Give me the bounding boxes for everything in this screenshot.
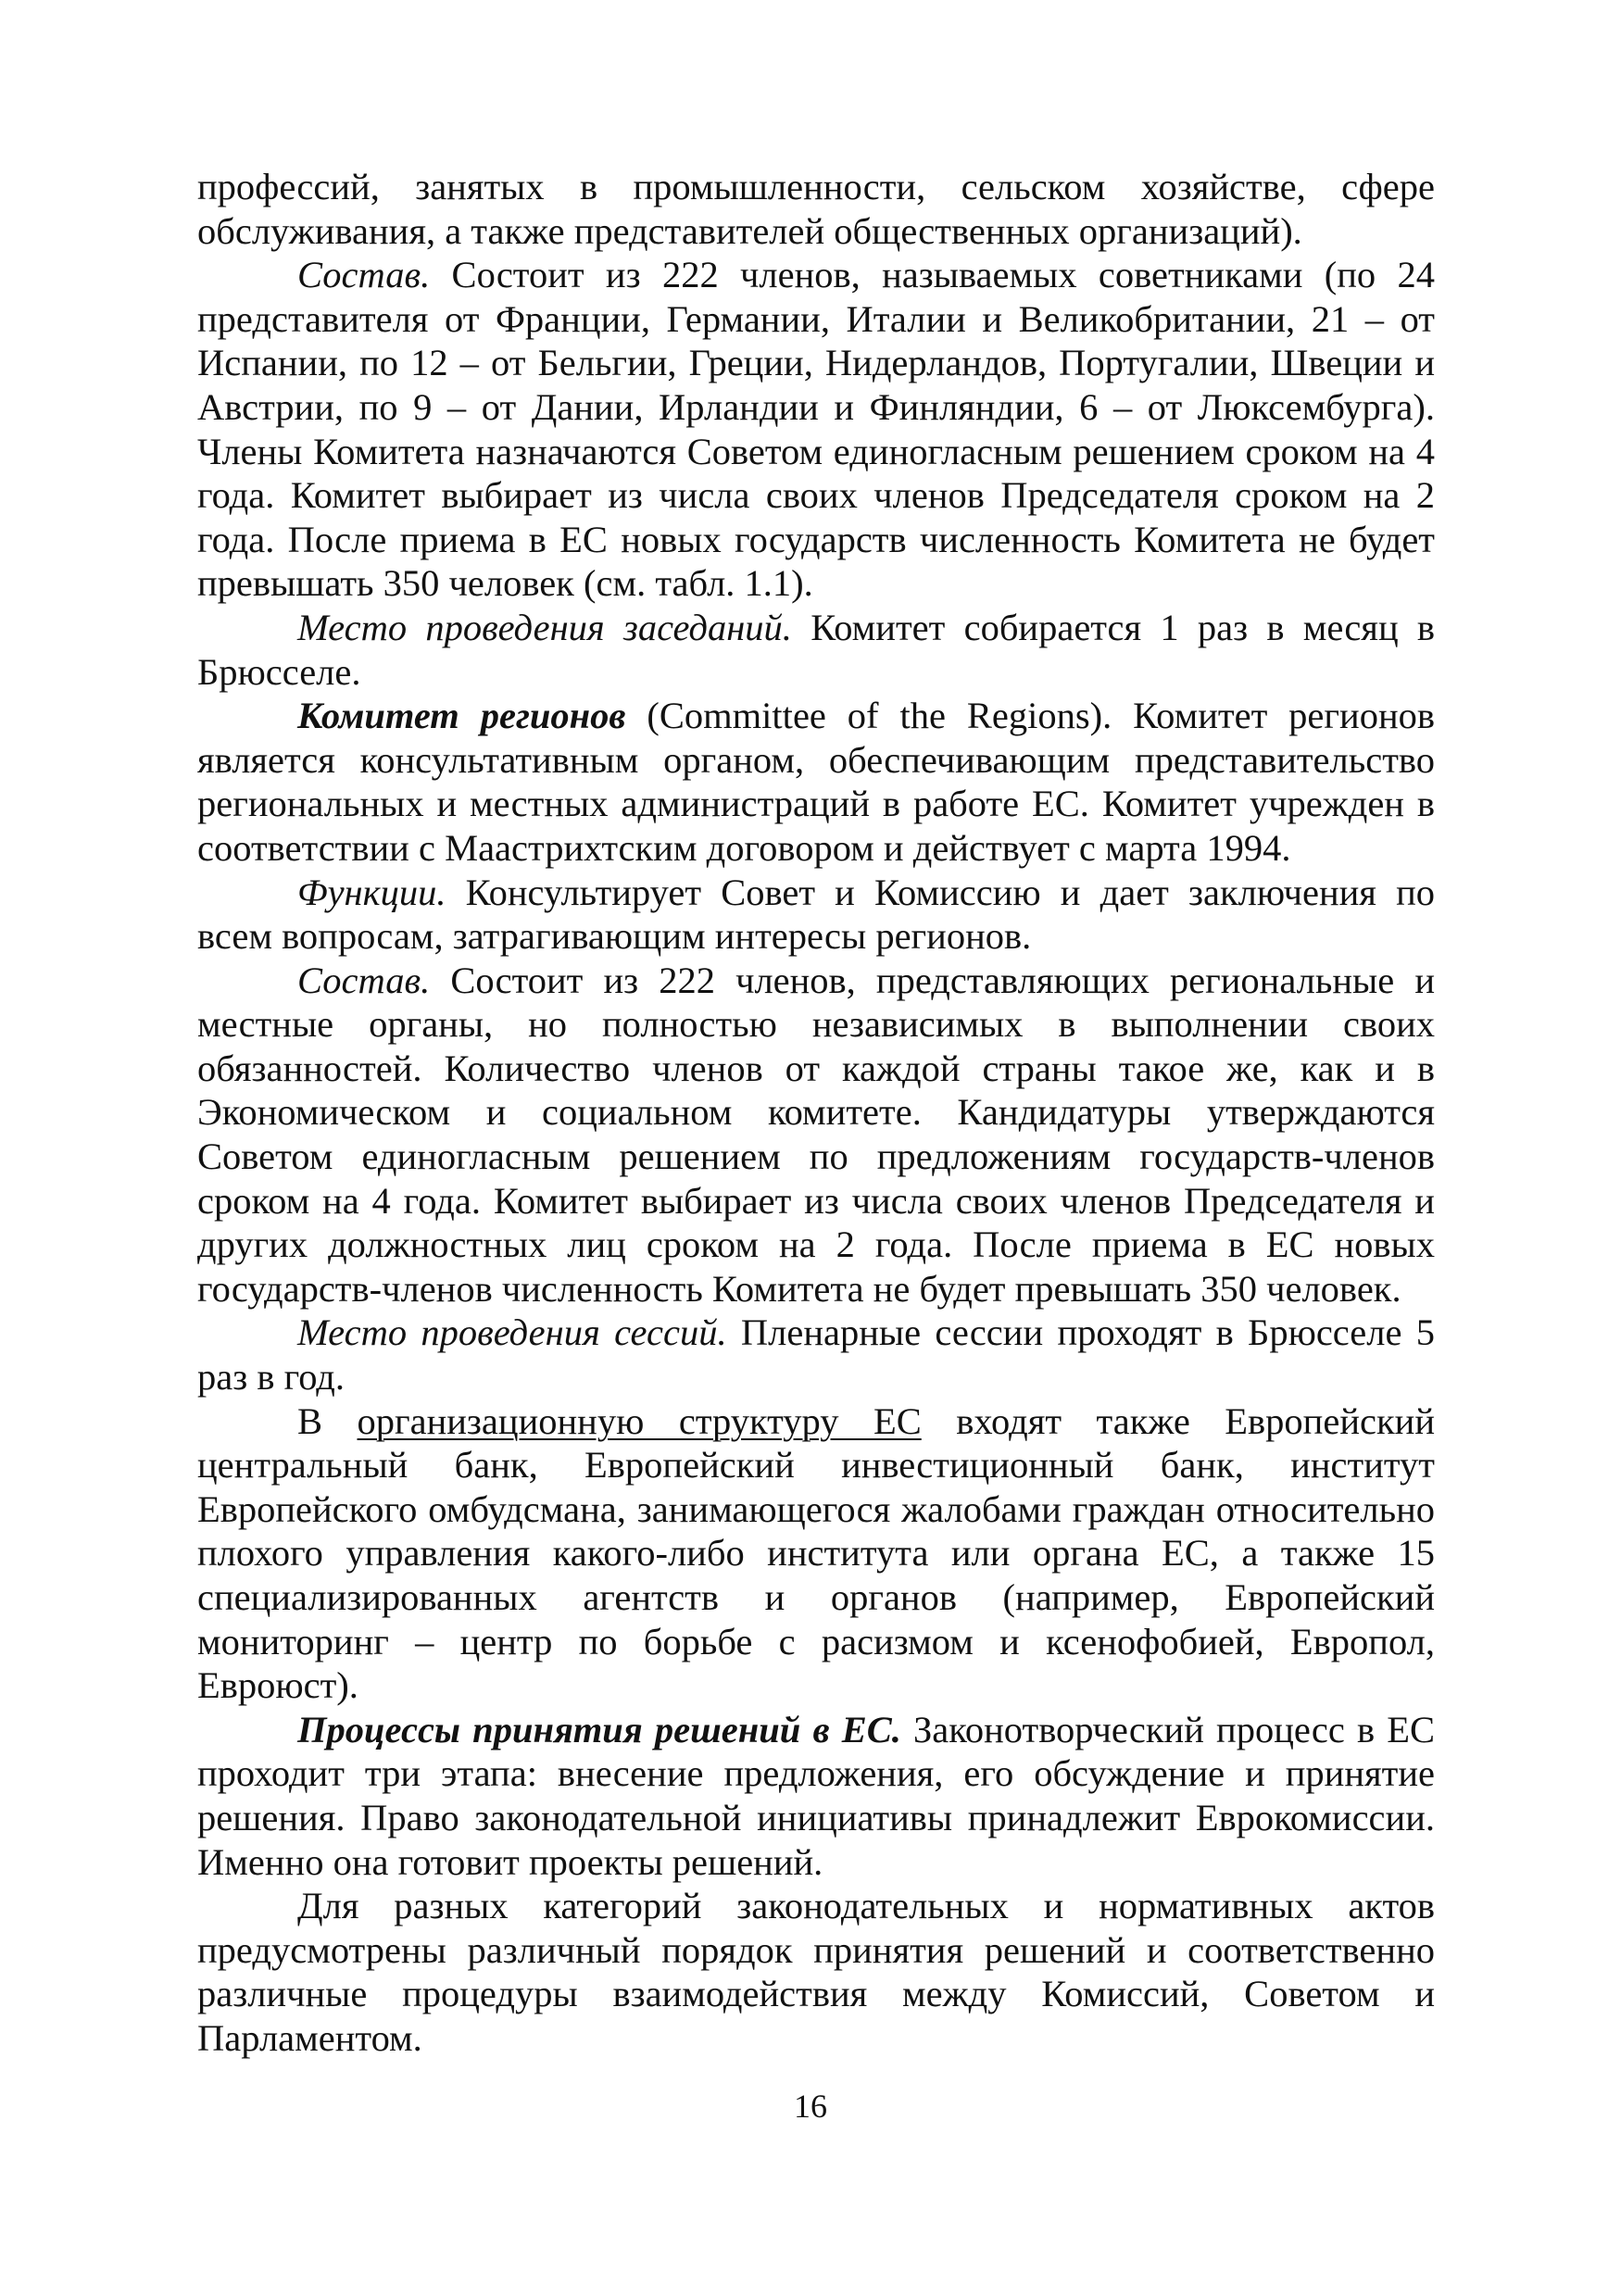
paragraph-text: (Committee of the Regions). Комитет регионов является консультативным органом, обеспечивающим представительство региональных и местных администраций в работе ЕС. Комитет учрежден в соответствии с Маастрихтским договором и действует с марта 1994. [197,695,1435,869]
paragraph-lead: Состав. [297,254,431,296]
paragraph-cor-composition [197,959,1435,1311]
paragraph-org-structure [197,1399,1435,1708]
paragraph-esc-composition [197,253,1435,606]
paragraph-text: Пленарные сессии проходят в Брюсселе 5 раз в год. [197,1311,1435,1399]
paragraph-text: Для разных категорий законодательных и нормативных актов предусмотрены различный порядок принятия решений и соответственно различные процедуры взаимодействия между Комиссий, Советом и Парламентом. [197,1885,1435,2059]
paragraph-cor-venue [197,1311,1435,1399]
page-number: 16 [794,2088,827,2125]
paragraph-committee-regions [197,694,1435,870]
paragraph-text: Законотворческий процесс в ЕС проходит три этапа: внесение предложения, его обсуждение и принятие решения. Право законодательной инициативы принадлежит Еврокомиссии. Именно она готовит проекты решений. [197,1708,1435,1883]
paragraph-continuation [197,165,1435,253]
paragraph-text: входят также Европейский центральный банк, Европейский инвестиционный банк, институт Европейского омбудсмана, занимающегося жалобами граждан относительно плохого управления какого-либо института или органа ЕС, а также 15 специализированных агентств и органов (например, Европейский мониторинг – центр по борьбе с расизмом и ксенофобией, Европол, Евроюст). [197,1399,1435,1707]
paragraph-text: В [297,1399,358,1442]
page-body [197,165,1435,2061]
section-heading: Процессы принятия решений в ЕС. [297,1708,901,1750]
paragraph-text: Состоит из 222 членов, называемых советниками (по 24 представителя от Франции, Германии, Италии и Великобритании, 21 – от Испании, по 12 – от Бельгии, Греции, Нидерландов, Португалии, Швеции и Австрии, по 9 – от Дании, Ирландии и Финляндии, 6 – от Люксембурга). Члены Комитета назначаются Советом единогласным решением сроком на 4 года. Комитет выбирает из числа своих членов Председателя сроком на 2 года. После приема в ЕС новых государств численность Комитета не будет превышать 350 человек (см. табл. 1.1). [197,254,1435,605]
paragraph-lead: Состав. [297,959,431,1001]
paragraph-lead: Место проведения сессий. [297,1311,727,1354]
org-structure-link[interactable]: организационную структуру ЕС [357,1399,922,1442]
paragraph-lead: Функции. [297,871,446,913]
paragraph-procedures [197,1884,1435,2060]
paragraph-text: профессий, занятых в промышленности, сельском хозяйстве, сфере обслуживания, а также представителей общественных организаций). [197,166,1435,252]
paragraph-text: Комитет собирается 1 раз в месяц в Брюсселе. [197,606,1435,693]
section-heading: Комитет регионов [297,695,626,737]
paragraph-text: Консультирует Совет и Комиссию и дает заключения по всем вопросам, затрагивающим интересы регионов. [197,871,1435,958]
paragraph-cor-functions [197,871,1435,959]
paragraph-esc-venue [197,606,1435,694]
paragraph-text: Состоит из 222 членов, представляющих региональные и местные органы, но полностью независимых в выполнении своих обязанностей. Количество членов от каждой страны такое же, как и в Экономическом и социальном комитете. Кандидатуры утверждаются Советом единогласным решением по предложениям государств-членов сроком на 4 года. Комитет выбирает из числа своих членов Председателя и других должностных лиц сроком на 2 года. После приема в ЕС новых государств-членов численность Комитета не будет превышать 350 человек. [197,959,1435,1310]
paragraph-lead: Место проведения заседаний. [297,606,792,648]
paragraph-decision-process [197,1708,1435,1884]
